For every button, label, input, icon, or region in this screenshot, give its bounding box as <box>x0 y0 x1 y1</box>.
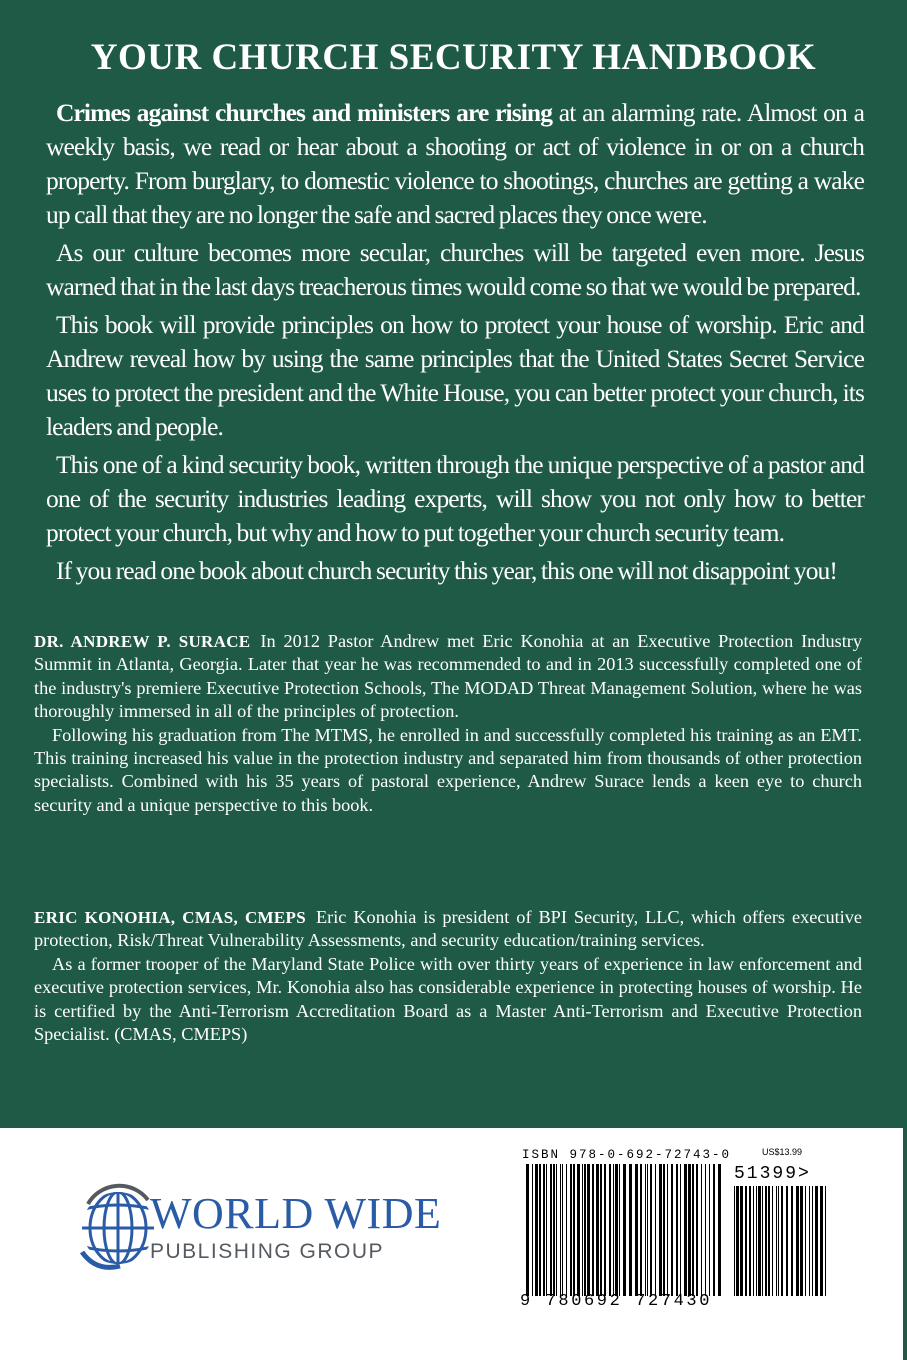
publisher-logo <box>76 1182 466 1272</box>
bio-paragraph <box>34 906 862 953</box>
book-title: YOUR CHURCH SECURITY HANDBOOK <box>90 37 817 78</box>
barcode <box>516 1144 842 1316</box>
blurb-lead-bold: Crimes against churches and ministers are rising <box>56 98 553 127</box>
bio-paragraph: Following his graduation from The MTMS, he enrolled in and successfully completed his training as an EMT. This training increased his value in the protection industry and separated him from thousands of other protection specialists. Combined with his 35 years of pastoral experience, Andrew Surace lends a keen eye to church security and a unique perspective to this book. <box>34 724 862 815</box>
blurb <box>46 96 864 592</box>
ean-bars <box>526 1164 722 1296</box>
publisher-name: WORLD WIDE <box>150 1189 442 1238</box>
bio-text: Eric Konohia is president of BPI Security, LLC, which offers executive protection, Risk/Threat Vulnerability Assessments, and security education/training services. <box>34 907 862 951</box>
bio-paragraph: As a former trooper of the Maryland State Police with over thirty years of experience in law enforcement and executive protection services, Mr. Konohia also has considerable experience in protecting houses of worship. He is certified by the Anti-Terrorism Accreditation Board as a Master Anti-Terrorism and Executive Protection Specialist. (CMAS, CMEPS) <box>34 953 862 1045</box>
author-bio-andrew <box>34 630 862 817</box>
ean-digits: 9 780692 727430 <box>520 1292 713 1311</box>
bio-text: In 2012 Pastor Andrew met Eric Konohia at an Executive Protection Industry Summit in Atlanta, Georgia. Later that year he was recommended to and in 2013 successfully completed one of the industry's premiere Executive Protection Schools, The MODAD Threat Management Solution, where he was thoroughly immersed in all of the principles of protection. <box>34 631 863 722</box>
blurb-lead-rest: at an alarming rate. Almost on a weekly basis, we read or hear about a shooting or act of violence in or on a church property. From burglary, to domestic violence to shootings, churches are getting a wake up call that they are no longer the safe and sacred places they once were. <box>46 98 865 229</box>
bio-paragraph <box>34 630 862 724</box>
blurb-paragraph-2: As our culture becomes more secular, churches will be targeted even more. Jesus warned that in the last days treacherous times would come so that we would be prepared. <box>46 238 864 301</box>
blurb-paragraph-3: This book will provide principles on how to protect your house of worship. Eric and Andrew reveal how by using the same principles that the United States Secret Service uses to protect the president and the White House, you can better protect your church, its leaders and people. <box>46 310 864 441</box>
author-bio-eric <box>34 906 862 1046</box>
price-code: 51399> <box>734 1164 811 1184</box>
publisher-subtitle: PUBLISHING GROUP <box>150 1240 385 1263</box>
author-name: ERIC KONOHIA, CMAS, CMEPS <box>34 908 306 927</box>
addon-bars <box>734 1186 828 1296</box>
spine-edge <box>903 0 907 1360</box>
blurb-paragraph-1 <box>46 96 864 232</box>
price-label: US$13.99 <box>762 1147 803 1157</box>
blurb-paragraph-5: If you read one book about church security this year, this one will not disappoint you! <box>56 556 837 585</box>
isbn-label: ISBN 978-0-692-72743-0 <box>522 1148 732 1162</box>
blurb-paragraph-4: This one of a kind security book, written through the unique perspective of a pastor and one of the security industries leading experts, will show you not only how to better protect your church, but why and how to put together your church security team. <box>46 450 864 547</box>
author-name: DR. ANDREW P. SURACE <box>34 632 251 651</box>
